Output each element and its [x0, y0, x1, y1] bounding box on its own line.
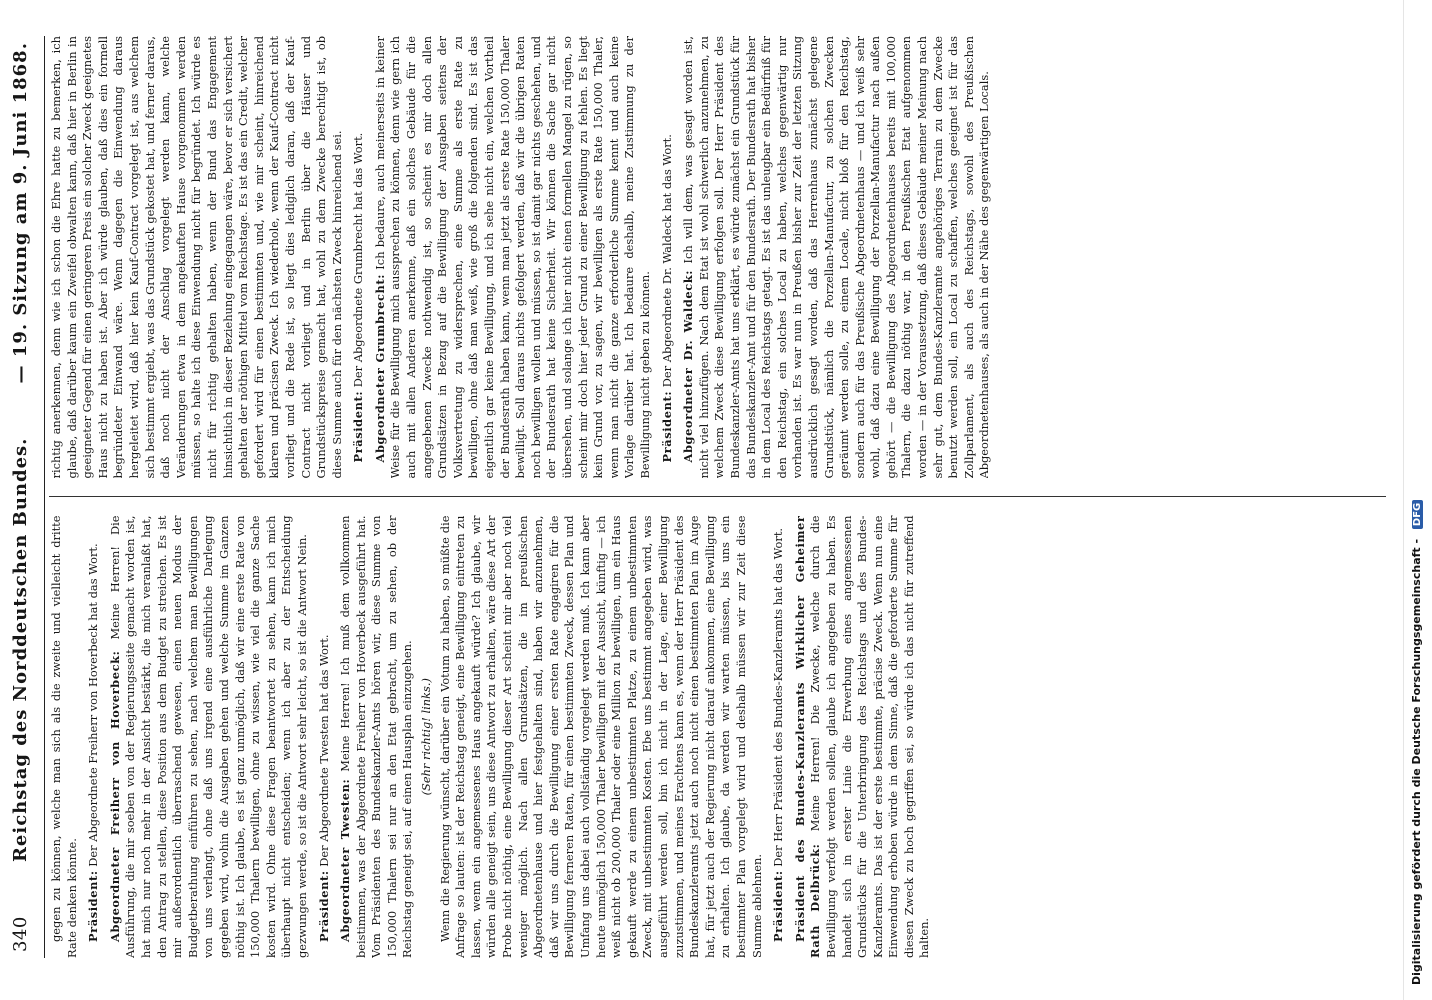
- speaker-name: Präsident:: [659, 390, 674, 463]
- paragraph-text: Der Abgeordnete Twesten hat das Wort.: [316, 634, 331, 867]
- paragraph-text: Der Abgeordnete Grumbrecht hat das Wort.: [351, 132, 366, 388]
- paragraph-text: Wenn die Regierung wünscht, darüber ein Votum zu haben, so müßte die Anfrage so lauten: ist der Reichstag geneigt, eine Bewilligung eintreten zu lassen, wenn ein angemessenes Haus angekauft würde? Ich glaube, wir würden alle geneigt sein, uns diese Antwort zu erhalten, wäre diese Art der Probe nicht nöthig, eine Bewilligung dieser Art scheint mir aber noch viel weniger möglich. Nach allen Grundsätzen, die im preußischen Abgeordnetenhause und hier festgehalten sind, haben wir anzunehmen, daß wir uns durch die Bewilligung einer ersten Rate engagiren für die Bewilligung ferneren Raten, für einen bestimmten Zweck, dessen Plan und Umfang uns dabei auch vollständig vorgelegt werden muß. Ich kann aber heute unmöglich 150,000 Thaler bewilligen mit der Aussicht, künftig — ich weiß nicht ob 200,000 Thaler oder eine Million zu bewilligen, um ein Haus gekauft werde zu einem unbestimmten Platze, zu einem unbestimmten Zweck, mit unbestimmten Kosten. Ebe uns bestimmt angegeben wird, was ausgeführt werden soll, bin ich nicht in der Lage, einer Bewilligung zuzustimmen, und meines Erachtens kann es, wenn der Herr Präsident des Bundeskanzleramts jetzt auch noch nicht einen bestimmten Plan im Auge hat, für jetzt auch der Regierung nicht darauf ankommen, eine Bewilligung zu erhalten. Ich glaube, da werden wir warten müssen, bis uns ein bestimmter Plan vorgelegt wird und deshalb müssen wir zur Zeit diese Summe ablehnen.: [437, 515, 764, 958]
- paragraph-text: Der Herr Präsident des Bundes-Kanzleramts hat das Wort.: [771, 527, 786, 867]
- paragraph-text: richtig anerkennen, denn wie ich schon die Ehre hatte zu bemerken, ich glaube, daß darüber kaum ein Zweifel obwalten kann, daß hier in Berlin in geeigneter Gegend für einen geringeren Preis ein solcher Zweck geeignetes Haus nicht zu haben ist. Aber ich würde glauben, daß dies ein formell begründeter Einwand wäre. Wenn dagegen die Einwendung daraus hergeleitet wird, daß hier kein Kauf-Contract vorgelegt ist, aus welchem sich bestimmt ergiebt, was das Grundstück gekostet hat, und ferner daraus, daß noch nicht der Anschlag vorgelegt werden kann, welche Veränderungen etwa in dem angekauften Hause vorgenommen werden müssen, so halte ich diese Einwendung nicht für begründet. Ich würde es nicht für richtig gehalten haben, wenn der Bund das Engagement hinsichtlich in dieser Beziehung eingegangen wäre, bevor er sich versichert gehalten der nöthigen Mittel vom Reichstage. Es ist das ein Credit, welcher gefordert wird für einen bestimmten und, wie mir scheint, hinreichend klaren und präcisen Zweck. Ich wiederhole, wenn der Kauf-Contract nicht vorliegt und die Rede ist, so liegt dies lediglich daran, daß der Kauf-Contract nicht vorliegt und in Berlin über die Häuser und Grundstückspreise gemacht hat, wohl zu dem Zwecke berechtigt ist, ob diese Summe auch für den nächsten Zweck hinreichend sei.: [49, 36, 344, 479]
- speaker-name: Präsident:: [86, 870, 101, 942]
- rotated-document-page: [0, 20, 1395, 980]
- text-paragraph: [49, 516, 80, 959]
- speaker-name: Präsident des Bundes-Kanzleramts Wirklicher Geheimer Rath Delbrück:: [792, 515, 823, 958]
- left-column: [49, 516, 1386, 959]
- text-paragraph: [681, 36, 993, 479]
- paragraph-text: Meine Herren! Ich muß dem vollkommen beistimmen, was der Abgeordnete Freiherr von Hoverbeck ausgeführt hat. Vom Präsidenten des Bundeskanzler-Amts hören wir, diese Summe von 150,000 Thalern sei nur an den Etat gebracht, um zu sehen, ob der Reichstag geneigt sei, auf einen Hausplan einzugehen.: [338, 515, 415, 958]
- page-header: [10, 36, 45, 958]
- text-paragraph: [49, 36, 345, 479]
- column-divider: [49, 497, 1386, 498]
- interjection: [419, 516, 435, 959]
- paragraph-text: (Sehr richtig! links.): [419, 678, 434, 796]
- president-remark: [317, 516, 333, 959]
- digitization-attribution: [1403, 0, 1432, 1000]
- dfg-logo: DFG: [1412, 500, 1423, 529]
- president-remark: [660, 36, 676, 479]
- header-title-left: Reichstag des Norddeutschen Bundes.: [10, 437, 31, 863]
- paragraph-text: Meine Herren! Die Ausführung, die mir soeben von der Regierungsseite gemacht worden ist, hat mich nur noch mehr in der Ansicht bestärkt, die mich veranlaßt hat, den Antrag zu stellen, diese Position aus dem Budget zu streichen. Es ist mir außerordentlich überraschend gewesen, einen neuen Modus der Budgetberathung einführen zu sehen, nach welchem man Bewilligungen von uns verlangt, ohne daß uns irgend eine ausführliche Darlegung gegeben wird, wohin die Ausgaben gehen und welche Summe im Ganzen nöthig ist. Ich glaube, es ist ganz unmöglich, daß wir eine erste Rate von 150,000 Thalern bewilligen, ohne zu wissen, wie viel die ganze Sache kosten wird. Ohne diese Fragen beantwortet zu sehen, kann ich mich überhaupt nicht entscheiden; wenn ich aber zu der Entscheidung gezwungen werde, so ist die Antwort sehr leicht, so ist die Antwort Nein.: [107, 515, 309, 958]
- attribution-text: Digitalisierung gefördert durch die Deutsche Forschungsgemeinschaft -: [1410, 538, 1423, 985]
- speaker-name: Präsident:: [316, 870, 331, 942]
- right-column: [49, 36, 1386, 479]
- page-number: 340: [10, 916, 31, 952]
- speaker-name: Präsident:: [351, 390, 366, 463]
- speaker-name: Präsident:: [771, 870, 786, 942]
- president-remark: [771, 516, 787, 959]
- paragraph-text: gegen zu können, welche man sich als die zweite und vielleicht dritte Rate denken könnte.: [49, 515, 79, 958]
- text-paragraph: [108, 516, 311, 959]
- president-remark: [351, 36, 367, 479]
- paragraph-text: Meine Herren! Die Zwecke, welche durch die Bewilligung verfolgt werden sollen, glaube ich angegeben zu haben. Es handelt sich in erster Linie die Erwerbung eines angemessenen Grundstücks für die Unterbringung des Reichstags und des Bundes-Kanzleramts. Das ist der erste bestimmte, präcise Zweck. Wenn nun eine Einwendung erhoben würde in dem Sinne, daß die geforderte Summe für diesen Zweck zu hoch gegriffen sei, so würde ich das nicht für zutreffend halten.: [808, 515, 932, 958]
- text-paragraph: [373, 36, 654, 479]
- speaker-name: Abgeordneter Dr. Waldeck:: [681, 269, 696, 463]
- text-paragraph: [793, 516, 933, 959]
- paragraph-text: Ich bedaure, auch meinerseits in keiner Weise für die Bewilligung mich aussprechen zu können, denn wie gern ich auch mit allen Anderen anerkenne, daß ein solches Gebäude für die angegebenen Zwecke nothwendig ist, so scheint es mir doch allen Grundsätzen in Bezug auf die Bewilligung der Ausgaben seitens der Volksvertretung zu widersprechen, eine Summe als erste Rate zu bewilligen, ohne daß man weiß, wie groß die folgenden sind. Es ist das eigentlich gar keine Bewilligung, und ich sehe nicht ein, welchen Vortheil der Bundesrath haben kann, wenn man jetzt als erste Rate 150,000 Thaler bewilligt. Soll daraus nichts gefolgert werden, daß wir die übrigen Raten noch bewilligen wollen und müssen, so ist damit gar nichts geschehen, und der Bundesrath hat keine Sicherheit. Wir können die Sache gar nicht übersehen, und solange ich hier nicht einen formellen Mangel zu rügen, so scheint mir doch hier jeder Grund zu einer Bewilligung zu fehlen. Es liegt kein Grund vor, zu sagen, wir bewilligen als erste Rate 150,000 Thaler, wenn man nicht die ganze erforderliche Summe kennt und auch keine Vorlage darüber hat. Ich bedaure deshalb, meine Zustimmung zu der Bewilligung nicht geben zu können.: [372, 36, 652, 479]
- speaker-name: Abgeordneter Grumbrecht:: [372, 273, 387, 463]
- paragraph-text: Der Abgeordnete Dr. Waldeck hat das Wort.: [659, 134, 674, 388]
- header-title-right: — 19. Sitzung am 9. Juni 1868.: [10, 42, 31, 384]
- text-paragraph: [338, 516, 416, 959]
- text-paragraph: [438, 516, 765, 959]
- paragraph-text: Ich will dem, was gesagt worden ist, nicht viel hinzufügen. Nach dem Etat ist wohl schwerlich anzunehmen, zu welchem Zweck diese Bewilligung erfolgen soll. Der Herr Präsident des Bundeskanzler-Amts hat uns erklärt, es würde zunächst ein Grundstück für das Bundeskanzler-Amt und für den Bundesrath. Der Bundesrath hat bisher in dem Local des Reichstags getagt. Es ist das unleugbar ein Bedürfniß für den Reichstag, ein solches Local zu haben, welches gegenwärtig nur vorhanden ist. Es war nun in Preußen bisher zur Zeit der letzten Sitzung ausdrücklich gesagt worden, daß das Herrenhaus zunächst gelegene Grundstück, nämlich die Porzellan-Manufactur, zu solchen Zwecken geräumt werden solle, zu einem Locale, nicht bloß für den Reichstag, sondern auch für das Preußische Abgeordnetenhaus — und ich weiß sehr wohl, daß dazu eine Bewilligung der Porzellan-Manufactur nach außen gehört — die Bewilligung des Abgeordnetenhauses bereits mit 100,000 Thalern, die dazu nöthig war, in den Preußischen Etat aufgenommen worden — in der Voraussetzung, daß dieses Gebäude meiner Meinung nach sehr gut, dem Bundes-Kanzleramte angehöriges Terrain zu dem Zwecke benutzt werden soll, ein Local zu schaffen, welches geeignet ist für das Zollparlament, als auch des Reichstags, sowohl des Preußischen Abgeordnetenhauses, als auch in der Nähe des gegenwärtigen Locals.: [681, 36, 992, 479]
- speaker-name: Abgeordneter Freiherr von Hoverbeck:: [107, 650, 122, 942]
- text-columns: [49, 36, 1386, 958]
- speaker-name: Abgeordneter Twesten:: [338, 778, 353, 942]
- paragraph-text: Der Abgeordnete Freiherr von Hoverbeck hat das Wort.: [86, 543, 101, 867]
- president-remark: [86, 516, 102, 959]
